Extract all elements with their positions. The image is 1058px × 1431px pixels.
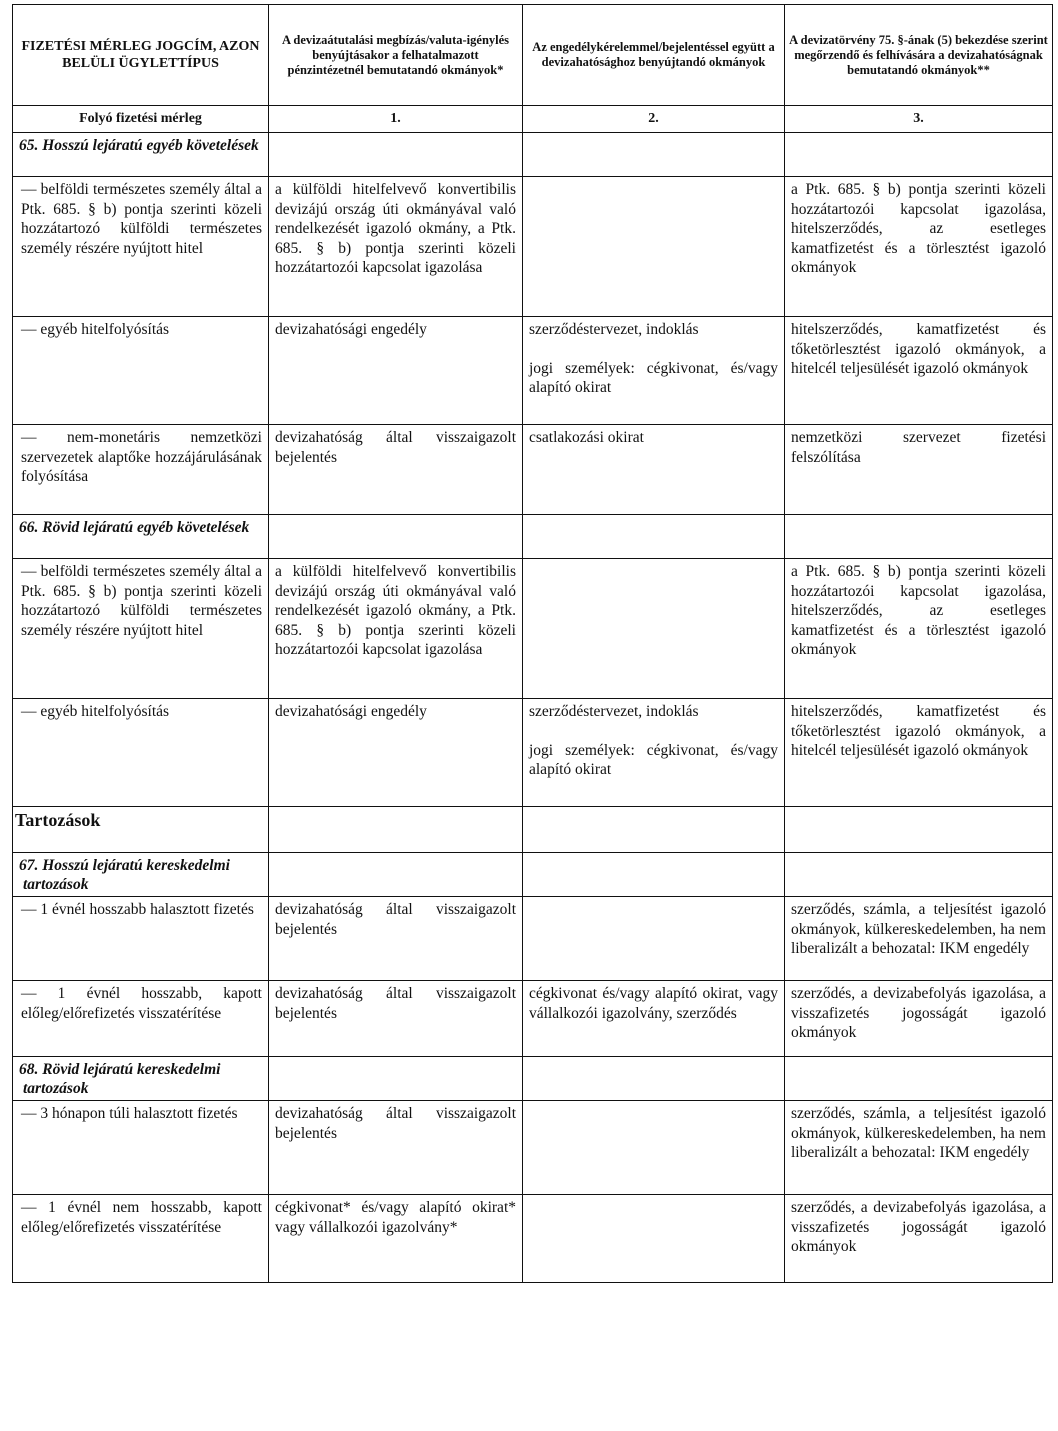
cell-text-extra: jogi személyek: cégkivonat, és/vagy alapító okirat [529, 741, 778, 778]
empty-cell [785, 853, 1053, 897]
section-row [13, 515, 1053, 559]
section-title: 65. Hosszú lejáratú egyéb követelések [13, 133, 269, 177]
cell-authority-documents [523, 1195, 785, 1283]
cell-authority-documents [523, 1101, 785, 1195]
empty-cell [785, 133, 1053, 177]
cell-text: csatlakozási okirat [529, 429, 644, 446]
spacer [529, 722, 778, 741]
number-col2: 2. [523, 106, 785, 133]
table-row [13, 1195, 1053, 1283]
heading-title: Tartozások [13, 807, 269, 853]
row-title: — egyéb hitelfolyósítás [13, 317, 269, 425]
documents-table [12, 4, 1053, 1283]
column-number-row [13, 106, 1053, 133]
table-row [13, 177, 1053, 317]
cell-authority-documents [523, 317, 785, 425]
empty-cell [785, 1057, 1053, 1101]
cell-text: szerződéstervezet, indoklás [529, 321, 699, 338]
cell-retained-documents: a Ptk. 685. § b) pontja szerinti közeli hozzátartozói kapcsolat igazolása, hitelszerződés, az esetleges kamatfizetést és a törlesztést igazoló okmányok [785, 177, 1053, 317]
spacer [529, 340, 778, 359]
row-title: — belföldi természetes személy által a Ptk. 685. § b) pontja szerinti közeli hozzátartozó külföldi természetes személy részére nyújtott hitel [13, 559, 269, 699]
cell-retained-documents: szerződés, a devizabefolyás igazolása, a visszafizetés jogosságát igazoló okmányok [785, 981, 1053, 1057]
empty-cell [269, 515, 523, 559]
cell-bank-documents: a külföldi hitelfelvevő konvertibilis devizájú ország úti okmányával való rendelkezését igazoló okmány, a Ptk. 685. § b) pontja szerinti közeli hozzátartozói kapcsolat igazolása [269, 559, 523, 699]
cell-retained-documents: nemzetközi szervezet fizetési felszólítása [785, 425, 1053, 515]
section-row [13, 1057, 1053, 1101]
cell-authority-documents [523, 981, 785, 1057]
cell-bank-documents: devizahatósági engedély [269, 317, 523, 425]
empty-cell [269, 807, 523, 853]
section-title: 68. Rövid lejáratú kereskedelmi tartozások [13, 1057, 269, 1101]
table-row [13, 1101, 1053, 1195]
cell-text: cégkivonat és/vagy alapító okirat, vagy vállalkozói igazolvány, szerződés [529, 985, 778, 1022]
cell-bank-documents: devizahatósági engedély [269, 699, 523, 807]
row-title: — 1 évnél nem hosszabb, kapott előleg/előrefizetés visszatérítése [13, 1195, 269, 1283]
cell-authority-documents [523, 177, 785, 317]
cell-text: szerződéstervezet, indoklás [529, 703, 699, 720]
table-row [13, 699, 1053, 807]
cell-text-extra: jogi személyek: cégkivonat, és/vagy alapító okirat [529, 359, 778, 396]
empty-cell [269, 133, 523, 177]
header-col1: A devizaátutalási megbízás/valuta-igénylés benyújtásakor a felhatalmazott pénzintézetnél bemutatandó okmányok* [269, 5, 523, 106]
empty-cell [269, 1057, 523, 1101]
cell-retained-documents: hitelszerződés, kamatfizetést és tőketörlesztést igazoló okmányok, a hitelcél teljesülését igazoló okmányok [785, 317, 1053, 425]
cell-authority-documents [523, 699, 785, 807]
table-row [13, 425, 1053, 515]
table-body [13, 133, 1053, 1283]
empty-cell [523, 515, 785, 559]
section-title: 66. Rövid lejáratú egyéb követelések [13, 515, 269, 559]
row-title: — nem-monetáris nemzetközi szervezetek alaptőke hozzájárulásának folyósítása [13, 425, 269, 515]
empty-cell [785, 515, 1053, 559]
header-col2: Az engedélykérelemmel/bejelentéssel együtt a devizahatósághoz benyújtandó okmányok [523, 5, 785, 106]
cell-retained-documents: a Ptk. 685. § b) pontja szerinti közeli hozzátartozói kapcsolat igazolása, hitelszerződés, az esetleges kamatfizetést és a törlesztést igazoló okmányok [785, 559, 1053, 699]
cell-bank-documents: a külföldi hitelfelvevő konvertibilis devizájú ország úti okmányával való rendelkezését igazoló okmány, a Ptk. 685. § b) pontja szerinti közeli hozzátartozói kapcsolat igazolása [269, 177, 523, 317]
empty-cell [523, 807, 785, 853]
table-row [13, 981, 1053, 1057]
heading-row [13, 807, 1053, 853]
document-page [12, 4, 1052, 1424]
cell-bank-documents: devizahatóság által visszaigazolt bejelentés [269, 425, 523, 515]
row-title: — 1 évnél hosszabb, kapott előleg/előrefizetés visszatérítése [13, 981, 269, 1057]
empty-cell [785, 807, 1053, 853]
number-col0: Folyó fizetési mérleg [13, 106, 269, 133]
cell-bank-documents: cégkivonat* és/vagy alapító okirat* vagy vállalkozói igazolvány* [269, 1195, 523, 1283]
section-title: 67. Hosszú lejáratú kereskedelmi tartozások [13, 853, 269, 897]
number-col1: 1. [269, 106, 523, 133]
cell-bank-documents: devizahatóság által visszaigazolt bejelentés [269, 897, 523, 981]
cell-retained-documents: szerződés, a devizabefolyás igazolása, a visszafizetés jogosságát igazoló okmányok [785, 1195, 1053, 1283]
table-row [13, 897, 1053, 981]
row-title: — 3 hónapon túli halasztott fizetés [13, 1101, 269, 1195]
section-row [13, 853, 1053, 897]
row-title: — belföldi természetes személy által a Ptk. 685. § b) pontja szerinti közeli hozzátartozó külföldi természetes személy részére nyújtott hitel [13, 177, 269, 317]
row-title: — 1 évnél hosszabb halasztott fizetés [13, 897, 269, 981]
number-col3: 3. [785, 106, 1053, 133]
cell-authority-documents [523, 897, 785, 981]
empty-cell [523, 1057, 785, 1101]
table-row [13, 559, 1053, 699]
table-row [13, 317, 1053, 425]
cell-authority-documents [523, 425, 785, 515]
cell-retained-documents: szerződés, számla, a teljesítést igazoló okmányok, külkereskedelemben, ha nem liberalizált a behozatal: IKM engedély [785, 897, 1053, 981]
empty-cell [523, 133, 785, 177]
cell-retained-documents: hitelszerződés, kamatfizetést és tőketörlesztést igazoló okmányok, a hitelcél teljesülését igazoló okmányok [785, 699, 1053, 807]
empty-cell [269, 853, 523, 897]
header-col0: FIZETÉSI MÉRLEG JOGCÍM, AZON BELÜLI ÜGYLETTÍPUS [13, 5, 269, 106]
empty-cell [523, 853, 785, 897]
section-row [13, 133, 1053, 177]
row-title: — egyéb hitelfolyósítás [13, 699, 269, 807]
cell-retained-documents: szerződés, számla, a teljesítést igazoló okmányok, külkereskedelemben, ha nem liberalizált a behozatal: IKM engedély [785, 1101, 1053, 1195]
cell-bank-documents: devizahatóság által visszaigazolt bejelentés [269, 981, 523, 1057]
cell-authority-documents [523, 559, 785, 699]
header-row [13, 5, 1053, 106]
cell-bank-documents: devizahatóság által visszaigazolt bejelentés [269, 1101, 523, 1195]
header-col3: A devizatörvény 75. §-ának (5) bekezdése szerint megőrzendő és felhívására a devizahatóságnak bemutatandó okmányok** [785, 5, 1053, 106]
